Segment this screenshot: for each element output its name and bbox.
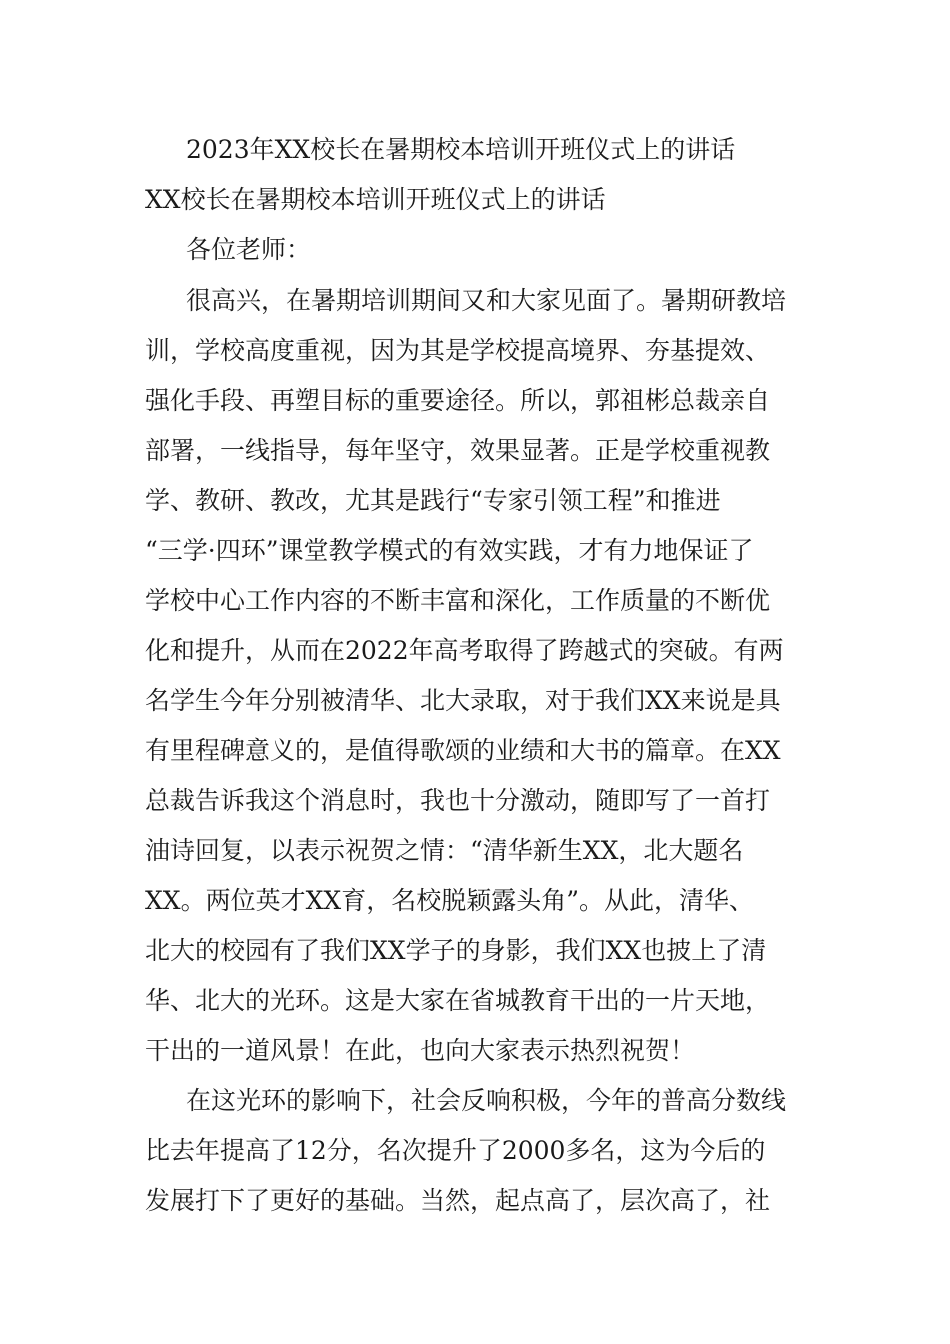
- body-line: 在这光环的影响下，社会反响积极，今年的普高分数线: [186, 1086, 787, 1115]
- body-line: 部署，一线指导，每年坚守，效果显著。正是学校重视教: [145, 436, 771, 465]
- document-subtitle: XX校长在暑期校本培训开班仪式上的讲话: [145, 185, 606, 214]
- body-line: 有里程碑意义的，是值得歌颂的业绩和大书的篇章。在XX: [145, 736, 781, 765]
- body-line: 化和提升，从而在2022年高考取得了跨越式的突破。有两: [145, 636, 784, 665]
- document-title: 2023年XX校长在暑期校本培训开班仪式上的讲话: [186, 135, 736, 164]
- body-line: 训，学校高度重视，因为其是学校提高境界、夯基提效、: [145, 336, 771, 365]
- body-line: 学、教研、教改，尤其是践行“专家引领工程”和推进: [145, 486, 721, 515]
- body-line: 发展打下了更好的基础。当然，起点高了，层次高了，社: [145, 1186, 771, 1215]
- body-line: 华、北大的光环。这是大家在省城教育干出的一片天地，: [145, 986, 771, 1015]
- body-line: 学校中心工作内容的不断丰富和深化，工作质量的不断优: [145, 586, 771, 615]
- body-line: 比去年提高了12分，名次提升了2000多名，这为今后的: [145, 1136, 766, 1165]
- body-line: 强化手段、再塑目标的重要途径。所以，郭祖彬总裁亲自: [145, 386, 771, 415]
- body-line: 干出的一道风景！在此，也向大家表示热烈祝贺！: [145, 1036, 696, 1065]
- body-line: “三学·四环”课堂教学模式的有效实践，才有力地保证了: [145, 536, 754, 565]
- body-line: XX。两位英才XX育，名校脱颖露头角”。从此，清华、: [145, 886, 754, 915]
- salutation: 各位老师：: [186, 235, 312, 264]
- body-line: 名学生今年分别被清华、北大录取，对于我们XX来说是具: [145, 686, 781, 715]
- body-line: 北大的校园有了我们XX学子的身影，我们XX也披上了清: [145, 936, 767, 965]
- body-line: 总裁告诉我这个消息时，我也十分激动，随即写了一首打: [145, 786, 771, 815]
- body-line: 很高兴，在暑期培训期间又和大家见面了。暑期研教培: [186, 286, 787, 315]
- body-line: 油诗回复，以表示祝贺之情：“清华新生XX，北大题名: [145, 836, 744, 865]
